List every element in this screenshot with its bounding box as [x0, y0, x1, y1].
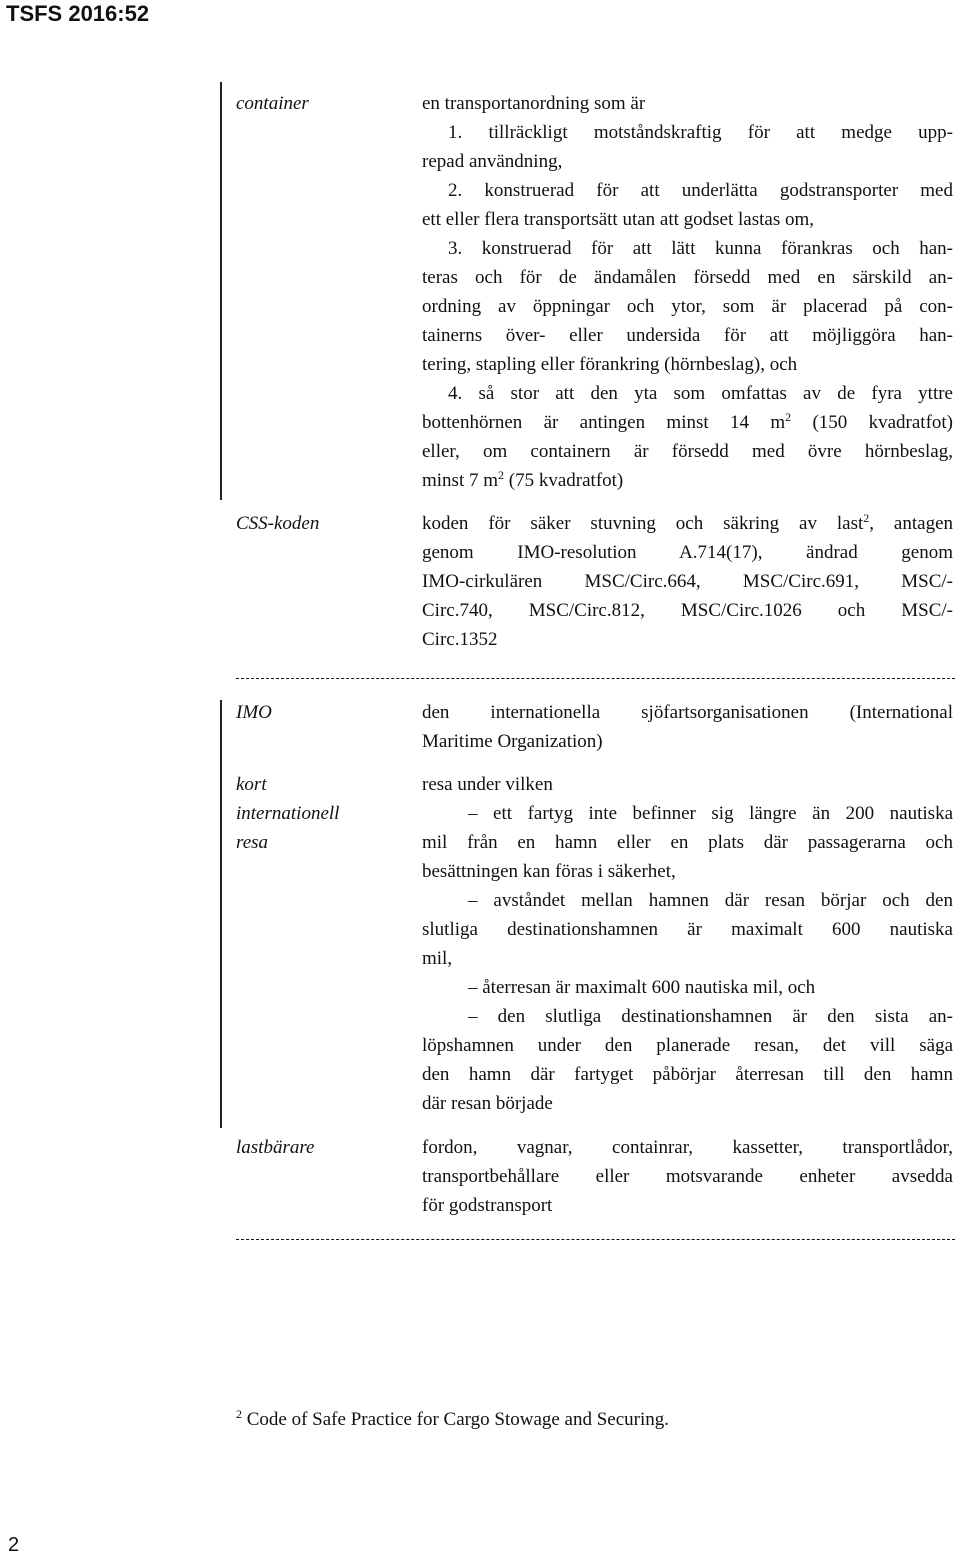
definition-line: där resan började — [422, 1093, 553, 1114]
definition-line: IMO-cirkulären MSC/Circ.664, MSC/Circ.691, MSC/- — [422, 571, 953, 592]
footnote-marker: 2 — [236, 1407, 242, 1421]
definition-line — [422, 408, 953, 437]
definition-container — [422, 89, 953, 495]
definition-line — [422, 509, 953, 538]
text-run: (75 kvadratfot) — [504, 470, 624, 491]
section-divider — [236, 1239, 955, 1240]
definition-line: den hamn där fartyget påbörjar återresan till den hamn — [422, 1064, 953, 1085]
definition-imo — [422, 698, 953, 756]
definition-line: ordning av öppningar och ytor, som är placerad på con- — [422, 296, 953, 317]
definition-line: genom IMO-resolution A.714(17), ändrad genom — [422, 542, 953, 563]
term-line: kort — [236, 774, 267, 795]
definition-css-koden — [422, 509, 953, 654]
definition-line: repad användning, — [422, 151, 563, 172]
footnote — [236, 1405, 669, 1434]
list-item: – återresan är maximalt 600 nautiska mil, och — [468, 977, 816, 998]
term-kort-internationell-resa — [236, 770, 406, 857]
list-item-2: 2. konstruerad för att underlätta godstransporter med — [448, 180, 953, 201]
term-imo: IMO — [236, 702, 272, 723]
list-item-1: 1. tillräckligt motståndskraftig för att medge upp- — [448, 122, 953, 143]
footnote-ref: 2 — [785, 410, 792, 424]
document-header: TSFS 2016:52 — [6, 1, 150, 26]
list-item: – avståndet mellan hamnen där resan börjar och den — [468, 890, 953, 911]
text-run: minst 7 m — [422, 470, 499, 491]
change-bar — [220, 82, 222, 500]
page-number: 2 — [8, 1534, 20, 1556]
text-run: bottenhörnen är antingen minst 14 m — [422, 412, 786, 433]
definition-line: mil från en hamn eller en plats där passagerarna och — [422, 832, 953, 853]
definition-line: teras och för de ändamålen försedd med en särskild an- — [422, 267, 953, 288]
term-line: resa — [236, 832, 269, 853]
footnote-text: Code of Safe Practice for Cargo Stowage and Securing. — [242, 1409, 670, 1430]
text-run: (150 kvadratfot) — [791, 412, 954, 433]
definition-line: resa under vilken — [422, 774, 553, 795]
definition-line: Circ.1352 — [422, 629, 498, 650]
term-container: container — [236, 93, 309, 114]
definition-line — [422, 466, 953, 495]
definition-line: fordon, vagnar, containrar, kassetter, transportlådor, — [422, 1137, 953, 1158]
definition-line: eller, om containern är försedd med övre hörnbeslag, — [422, 441, 953, 462]
definition-line: transportbehållare eller motsvarande enheter avsedda — [422, 1166, 953, 1187]
definition-line: ett eller flera transportsätt utan att godset lastas om, — [422, 209, 815, 230]
term-lastbarare: lastbärare — [236, 1137, 315, 1158]
superscript: 2 — [498, 468, 505, 482]
definition-line: Maritime Organization) — [422, 731, 603, 752]
list-item: – ett fartyg inte befinner sig längre än 200 nautiska — [468, 803, 953, 824]
text-run: koden för säker stuvning och säkring av last — [422, 513, 864, 534]
definition-line: löpshamnen under den planerade resan, det vill säga — [422, 1035, 953, 1056]
list-item-4: 4. så stor att den yta som omfattas av de fyra yttre — [448, 383, 953, 404]
definition-line: slutliga destinationshamnen är maximalt 600 nautiska — [422, 919, 953, 940]
definition-line: tering, stapling eller förankring (hörnbeslag), och — [422, 354, 798, 375]
text-run: , antagen — [869, 513, 953, 534]
list-item-3: 3. konstruerad för att lätt kunna förankras och han- — [448, 238, 953, 259]
definition-line: för godstransport — [422, 1195, 553, 1216]
definition-line: Circ.740, MSC/Circ.812, MSC/Circ.1026 och MSC/- — [422, 600, 953, 621]
definition-kort-internationell-resa — [422, 770, 953, 1118]
change-bar — [220, 700, 222, 1128]
definition-line: tainerns över- eller undersida för att möjliggöra han- — [422, 325, 953, 346]
definition-line: den internationella sjöfartsorganisationen (International — [422, 702, 953, 723]
list-item: – den slutliga destinationshamnen är den sista an- — [468, 1006, 953, 1027]
definition-line: besättningen kan föras i säkerhet, — [422, 861, 676, 882]
definition-lastbarare — [422, 1133, 953, 1220]
footnote-ref: 2 — [863, 511, 870, 525]
term-css-koden: CSS-koden — [236, 513, 320, 534]
definition-line: en transportanordning som är — [422, 93, 646, 114]
section-divider — [236, 678, 955, 679]
term-line: internationell — [236, 803, 340, 824]
definition-line: mil, — [422, 948, 453, 969]
